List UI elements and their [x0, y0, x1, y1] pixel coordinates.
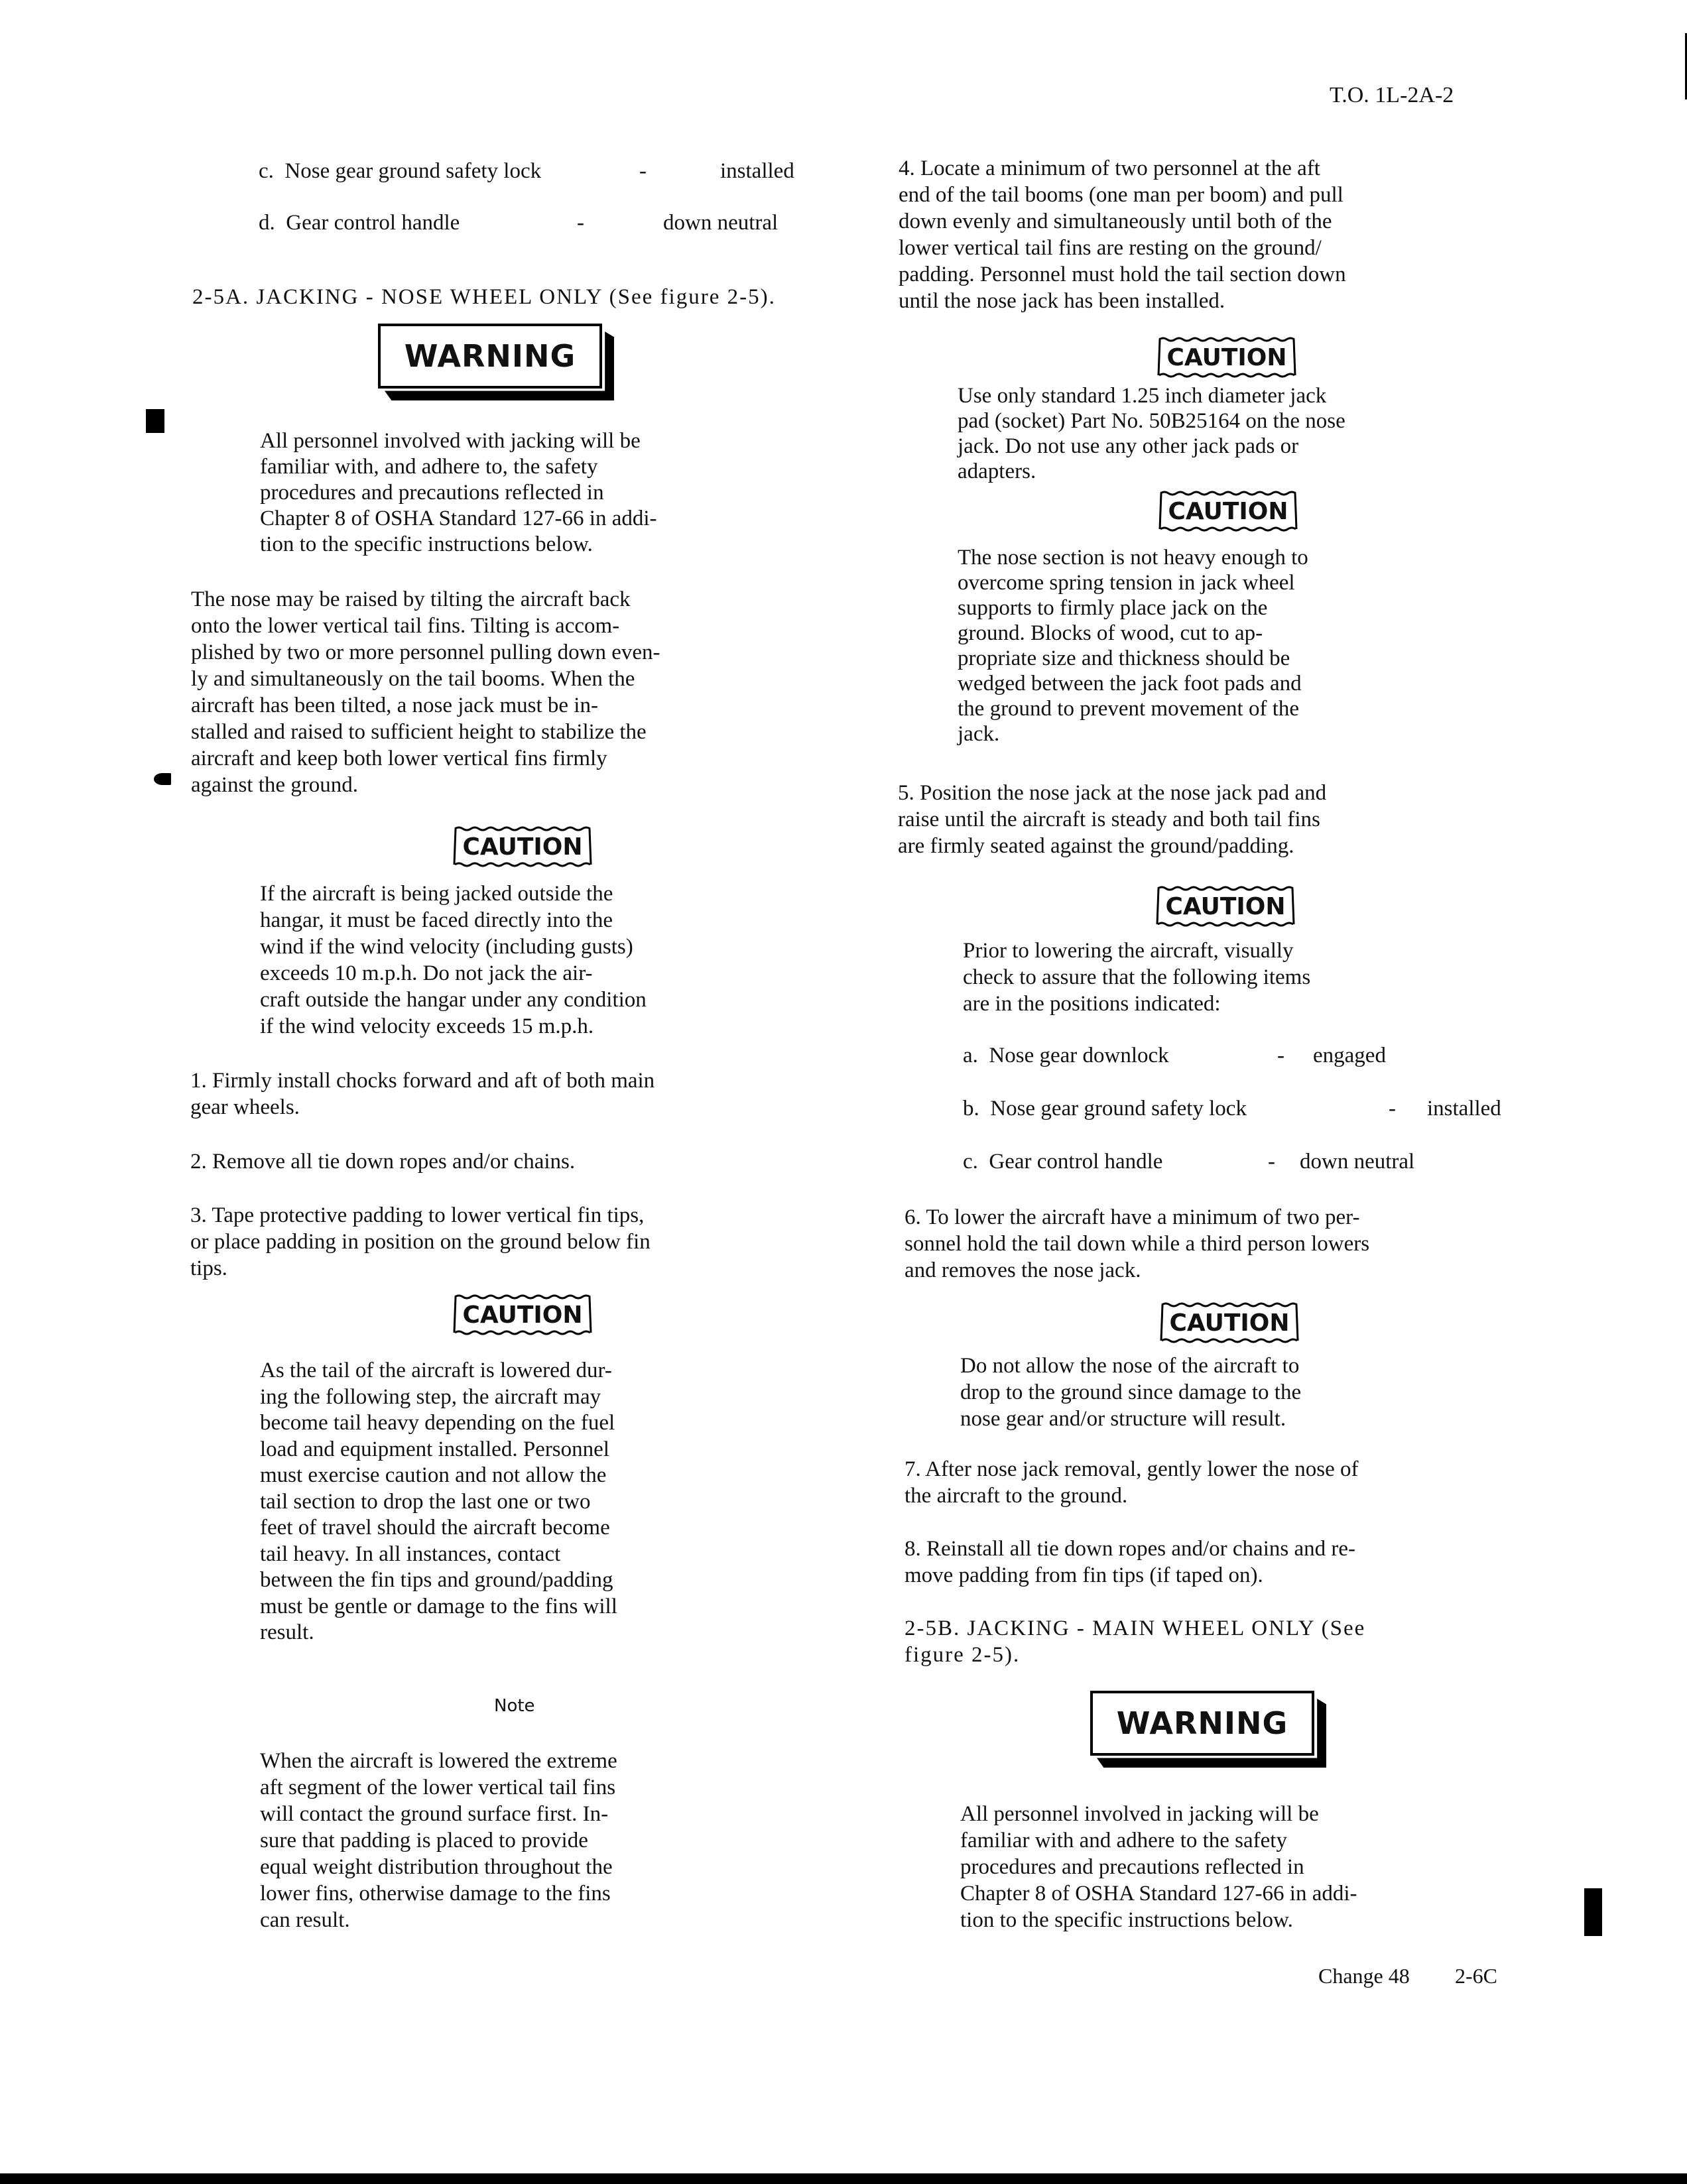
text-line: can result.: [260, 1908, 350, 1932]
list-item: [963, 1148, 1415, 1175]
text-line: load and equipment installed. Personnel: [260, 1437, 609, 1461]
caution-text: [960, 1353, 1301, 1432]
text-line: As the tail of the aircraft is lowered dur-: [260, 1359, 612, 1382]
caution-label: CAUTION: [1165, 892, 1286, 920]
item-label: a. Nose gear downlock: [963, 1044, 1169, 1067]
scan-bottom-edge: [0, 2173, 1687, 2184]
text-line: The nose section is not heavy enough to: [958, 546, 1308, 570]
text-line: 6. To lower the aircraft have a minimum of two per-: [905, 1205, 1360, 1229]
text-line: pad (socket) Part No. 50B25164 on the nose: [958, 409, 1345, 433]
caution-label: CAUTION: [462, 833, 583, 861]
warning-label: WARNING: [1116, 1705, 1288, 1741]
section-heading-2-5a: 2-5A. JACKING - NOSE WHEEL ONLY (See figure 2-5).: [192, 285, 776, 309]
text-line: aircraft and keep both lower vertical fins firmly: [191, 747, 607, 770]
text-line: jack. Do not use any other jack pads or: [958, 434, 1299, 458]
note-text: [260, 1748, 617, 1933]
text-line: lower fins, otherwise damage to the fins: [260, 1882, 611, 1906]
text-line: and removes the nose jack.: [905, 1258, 1141, 1282]
text-line: stalled and raised to sufficient height to stabilize the: [191, 720, 647, 744]
text-line: All personnel involved with jacking will be: [260, 429, 641, 453]
caution-text: [260, 1358, 617, 1646]
text-line: craft outside the hangar under any condition: [260, 988, 647, 1012]
text-line: 2-5B. JACKING - MAIN WHEEL ONLY (See: [905, 1616, 1366, 1640]
caution-box: [452, 825, 593, 869]
item-label: b. Nose gear ground safety lock: [963, 1097, 1247, 1121]
caution-box: [1156, 335, 1297, 379]
item-value: down neutral: [663, 211, 779, 235]
caution-text: [958, 545, 1308, 747]
text-line: tion to the specific instructions below.: [260, 532, 593, 556]
caution-box: [1158, 489, 1298, 533]
text-line: propriate size and thickness should be: [958, 646, 1290, 670]
step-7: [905, 1456, 1359, 1509]
note-label: Note: [494, 1696, 535, 1716]
step-5: [898, 780, 1326, 859]
text-line: hangar, it must be faced directly into the: [260, 908, 613, 932]
text-line: between the fin tips and ground/padding: [260, 1568, 613, 1592]
step-1: [190, 1067, 655, 1121]
text-line: ground. Blocks of wood, cut to ap-: [958, 621, 1263, 645]
text-line: Prior to lowering the aircraft, visually: [963, 939, 1294, 963]
text-line: tail section to drop the last one or two: [260, 1489, 591, 1514]
caution-label: CAUTION: [1166, 343, 1287, 371]
text-line: When the aircraft is lowered the extreme: [260, 1749, 617, 1773]
warning-text: [960, 1801, 1357, 1933]
item-value: down neutral: [1300, 1150, 1415, 1174]
text-line: 4. Locate a minimum of two personnel at the aft: [899, 156, 1320, 180]
text-line: are in the positions indicated:: [963, 992, 1221, 1016]
text-line: nose gear and/or structure will result.: [960, 1407, 1286, 1431]
text-line: wedged between the jack foot pads and: [958, 672, 1302, 696]
text-line: end of the tail booms (one man per boom) and pull: [899, 183, 1343, 207]
text-line: raise until the aircraft is steady and both tail fins: [898, 808, 1320, 831]
step-8: [905, 1536, 1355, 1589]
margin-arrow-mark: [154, 773, 171, 785]
text-line: wind if the wind velocity (including gusts): [260, 935, 633, 959]
text-line: 3. Tape protective padding to lower vertical fin tips,: [190, 1203, 645, 1227]
caution-label: CAUTION: [1168, 497, 1288, 525]
text-line: Do not allow the nose of the aircraft to: [960, 1354, 1300, 1378]
text-line: the ground to prevent movement of the: [958, 697, 1300, 721]
item-dash: -: [1268, 1150, 1275, 1174]
caution-text: [958, 383, 1345, 484]
text-line: become tail heavy depending on the fuel: [260, 1411, 615, 1435]
change-number: Change 48: [1318, 1964, 1410, 1988]
change-bar: [1584, 1888, 1602, 1936]
item-dash: -: [577, 211, 584, 235]
text-line: drop to the ground since damage to the: [960, 1380, 1302, 1404]
list-item: [963, 1042, 1386, 1069]
text-line: until the nose jack has been installed.: [899, 289, 1225, 313]
text-line: 8. Reinstall all tie down ropes and/or chains and re-: [905, 1537, 1355, 1561]
text-line: adapters.: [958, 459, 1036, 483]
text-line: if the wind velocity exceeds 15 m.p.h.: [260, 1014, 594, 1038]
caution-text: [963, 938, 1310, 1017]
caution-box: [452, 1293, 593, 1337]
warning-box: [1090, 1691, 1326, 1768]
left-top-checklist: [259, 158, 794, 236]
caution-label: CAUTION: [1169, 1309, 1290, 1337]
warning-box: [378, 324, 614, 400]
text-line: figure 2-5).: [905, 1643, 1021, 1667]
text-line: tips.: [190, 1256, 227, 1280]
text-line: familiar with and adhere to the safety: [960, 1829, 1287, 1852]
text-line: ing the following step, the aircraft may: [260, 1384, 601, 1409]
text-line: Chapter 8 of OSHA Standard 127-66 in addi-: [260, 507, 657, 530]
text-line: supports to firmly place jack on the: [958, 596, 1268, 620]
step-2: [190, 1148, 575, 1175]
change-bar: [146, 409, 164, 433]
text-line: exceeds 10 m.p.h. Do not jack the air-: [260, 961, 593, 985]
text-line: procedures and precautions reflected in: [960, 1855, 1304, 1879]
step-3: [190, 1202, 651, 1282]
text-line: Use only standard 1.25 inch diameter jack: [958, 384, 1327, 408]
list-item: [259, 158, 794, 184]
item-dash: -: [1389, 1097, 1396, 1121]
text-line: move padding from fin tips (if taped on).: [905, 1563, 1263, 1587]
item-value: engaged: [1313, 1044, 1386, 1067]
text-line: plished by two or more personnel pulling down even-: [191, 640, 660, 664]
text-line: padding. Personnel must hold the tail section down: [899, 263, 1346, 286]
text-line: 1. Firmly install chocks forward and aft of both main: [190, 1069, 655, 1093]
item-label: c. Gear control handle: [963, 1150, 1163, 1174]
text-line: gear wheels.: [190, 1095, 300, 1119]
step-4: [899, 155, 1346, 314]
text-line: lower vertical tail fins are resting on the ground/: [899, 236, 1322, 260]
text-line: If the aircraft is being jacked outside the: [260, 882, 613, 906]
text-line: are firmly seated against the ground/padding.: [898, 834, 1294, 858]
text-line: The nose may be raised by tilting the aircraft back: [191, 587, 631, 611]
text-line: must be gentle or damage to the fins will: [260, 1594, 617, 1618]
text-line: sure that padding is placed to provide: [260, 1829, 588, 1852]
step-6: [905, 1204, 1369, 1284]
item-dash: -: [1277, 1044, 1284, 1067]
text-line: Chapter 8 of OSHA Standard 127-66 in addi-: [960, 1882, 1357, 1906]
text-line: 7. After nose jack removal, gently lower the nose of: [905, 1457, 1359, 1481]
text-line: aircraft has been tilted, a nose jack must be in-: [191, 694, 598, 717]
list-item: [963, 1095, 1501, 1122]
item-dash: -: [639, 159, 647, 183]
item-label: d. Gear control handle: [259, 211, 460, 235]
text-line: must exercise caution and not allow the: [260, 1463, 607, 1487]
text-line: result.: [260, 1620, 314, 1644]
text-line: familiar with, and adhere to, the safety: [260, 455, 598, 479]
intro-paragraph: [191, 586, 660, 798]
text-line: aft segment of the lower vertical tail fins: [260, 1776, 616, 1799]
text-line: ly and simultaneously on the tail booms. When the: [191, 667, 635, 691]
text-line: or place padding in position on the ground below fin: [190, 1230, 651, 1254]
item-label: c. Nose gear ground safety lock: [259, 159, 542, 183]
text-line: sonnel hold the tail down while a third person lowers: [905, 1232, 1370, 1256]
caution-box: [1159, 1301, 1300, 1345]
text-line: tail heavy. In all instances, contact: [260, 1542, 561, 1566]
page-number: 2-6C: [1455, 1964, 1497, 1988]
text-line: overcome spring tension in jack wheel: [958, 571, 1295, 595]
text-line: will contact the ground surface first. In-: [260, 1802, 609, 1826]
text-line: the aircraft to the ground.: [905, 1484, 1128, 1508]
list-item: [259, 210, 779, 236]
warning-text: [260, 428, 657, 558]
section-heading-2-5b: [905, 1615, 1365, 1668]
text-line: feet of travel should the aircraft become: [260, 1516, 610, 1540]
caution-label: CAUTION: [462, 1301, 583, 1329]
text-line: All personnel involved in jacking will be: [960, 1802, 1319, 1826]
caution-text: [260, 880, 647, 1040]
text-line: jack.: [958, 722, 1000, 746]
lowering-checklist: [963, 1042, 1501, 1175]
text-line: equal weight distribution throughout the: [260, 1855, 613, 1879]
text-line: onto the lower vertical tail fins. Tilting is accom-: [191, 614, 620, 638]
text-line: check to assure that the following items: [963, 965, 1311, 989]
text-line: tion to the specific instructions below.: [960, 1908, 1293, 1932]
text-line: procedures and precautions reflected in: [260, 481, 604, 505]
item-value: installed: [1427, 1097, 1501, 1121]
warning-label: WARNING: [404, 338, 576, 374]
document-id: T.O. 1L-2A-2: [1330, 83, 1454, 107]
caution-box: [1155, 884, 1296, 928]
text-line: down evenly and simultaneously until both of the: [899, 210, 1332, 233]
text-line: against the ground.: [191, 773, 359, 797]
text-line: 2. Remove all tie down ropes and/or chains.: [190, 1150, 576, 1174]
text-line: 5. Position the nose jack at the nose jack pad and: [898, 781, 1327, 805]
item-value: installed: [720, 159, 794, 183]
